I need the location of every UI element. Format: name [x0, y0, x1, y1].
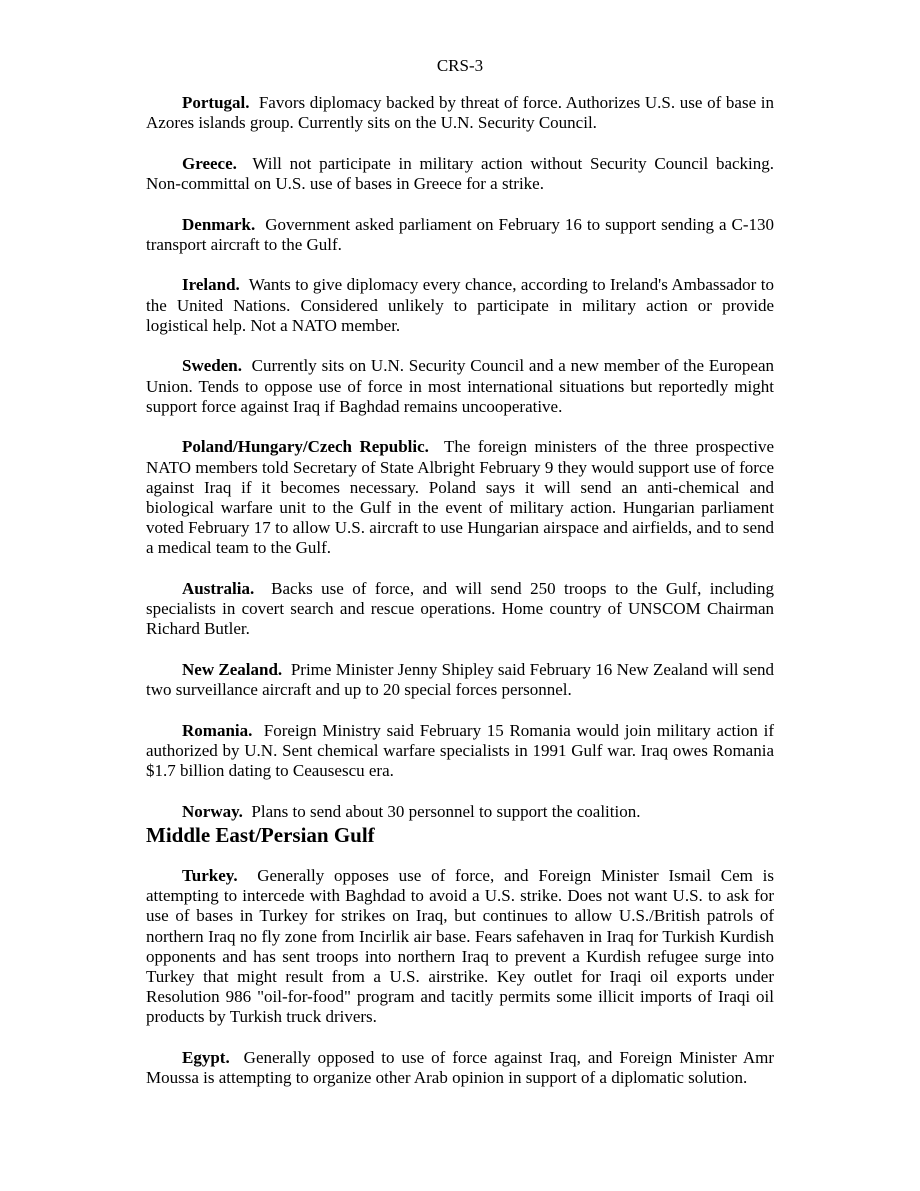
country-description: Generally opposed to use of force against Iraq, and Foreign Minister Amr Moussa is attempting to organize other Arab opinion in support of a diplomatic solution. — [146, 1048, 775, 1088]
section-heading: Middle East/Persian Gulf — [146, 823, 375, 847]
country-entry-poland-hungary-czech — [146, 437, 774, 558]
country-name: Poland/Hungary/Czech Republic. — [182, 437, 429, 457]
country-name: Greece. — [182, 153, 237, 173]
country-name: Egypt. — [182, 1048, 230, 1068]
document-body — [146, 93, 774, 1088]
country-description: The foreign ministers of the three prospective NATO members told Secretary of State Albright February 9 they would support use of force against Iraq if it becomes necessary. Poland says it will send an anti-chemical and biological warfare unit to the Gulf in the event of military action. Hungarian parliament voted February 17 to allow U.S. aircraft to use Hungarian airspace and airfields, and to send a medical team to the Gulf. — [146, 437, 775, 558]
country-description: Foreign Ministry said February 15 Romania would join military action if authorized by U.N. Sent chemical warfare specialists in 1991 Gulf war. Iraq owes Romania $1.7 billion dating to Ceausescu era. — [146, 720, 775, 781]
country-entry-norway — [146, 802, 774, 822]
country-name: Australia. — [182, 579, 255, 598]
country-description: Generally opposes use of force, and Foreign Minister Ismail Cem is attempting to intercede with Baghdad to avoid a U.S. strike. Does not want U.S. to ask for use of bases in Turkey for strikes on Iraq, but continues to allow U.S./British patrols of northern Iraq no fly zone from Incirlik air base. Fears safehaven in Iraq for Turkish Kurdish opponents and has sent troops into northern Iraq to prevent a Kurdish refugee surge into Turkey that might result from a U.S. airstrike. Key outlet for Iraqi oil exports under Resolution 986 "oil-for-food" program and tacitly permits some illicit imports of Iraqi oil products by Turkish truck drivers. — [146, 866, 774, 1027]
country-entry-turkey — [146, 866, 774, 1028]
country-name: Norway. — [182, 801, 243, 821]
country-entry-egypt — [146, 1048, 774, 1088]
country-name: Ireland. — [182, 275, 240, 295]
country-description: Backs use of force, and will send 250 troops to the Gulf, including specialists in covert search and rescue operations. Home country of UNSCOM Chairman Richard Butler. — [146, 579, 774, 639]
country-name: Denmark. — [182, 214, 256, 234]
country-name: New Zealand. — [182, 660, 283, 679]
country-entry-australia — [146, 579, 774, 640]
country-description: Will not participate in military action without Security Council backing. Non-committal on U.S. use of bases in Greece for a strike. — [146, 153, 775, 193]
country-description: Favors diplomacy backed by threat of force. Authorizes U.S. use of base in Azores islands group. Currently sits on the U.N. Security Council. — [146, 93, 774, 133]
country-name: Sweden. — [182, 356, 242, 376]
country-name: Portugal. — [182, 93, 250, 112]
country-name: Romania. — [182, 720, 253, 740]
country-description: Prime Minister Jenny Shipley said February 16 New Zealand will send two surveillance aircraft and up to 20 special forces personnel. — [146, 660, 775, 700]
country-entry-portugal — [146, 93, 774, 133]
country-name: Turkey. — [182, 866, 238, 885]
country-description: Government asked parliament on February 16 to support sending a C-130 transport aircraft to the Gulf. — [146, 214, 774, 254]
country-description: Currently sits on U.N. Security Council and a new member of the European Union. Tends to oppose use of force in most international situations but reportedly might support force against Iraq if Baghdad remains uncooperative. — [146, 356, 775, 416]
country-description: Plans to send about 30 personnel to support the coalition. — [251, 801, 641, 821]
country-entry-new-zealand — [146, 660, 774, 700]
country-entry-ireland — [146, 275, 774, 336]
country-entry-denmark — [146, 215, 774, 255]
country-entry-romania — [146, 721, 774, 782]
page-header: CRS-3 — [436, 56, 484, 75]
country-description: Wants to give diplomacy every chance, according to Ireland's Ambassador to the United Nations. Considered unlikely to participate in military action or provide logistical help. Not a NATO member. — [146, 275, 775, 335]
country-entry-sweden — [146, 356, 774, 417]
country-entry-greece — [146, 154, 774, 194]
